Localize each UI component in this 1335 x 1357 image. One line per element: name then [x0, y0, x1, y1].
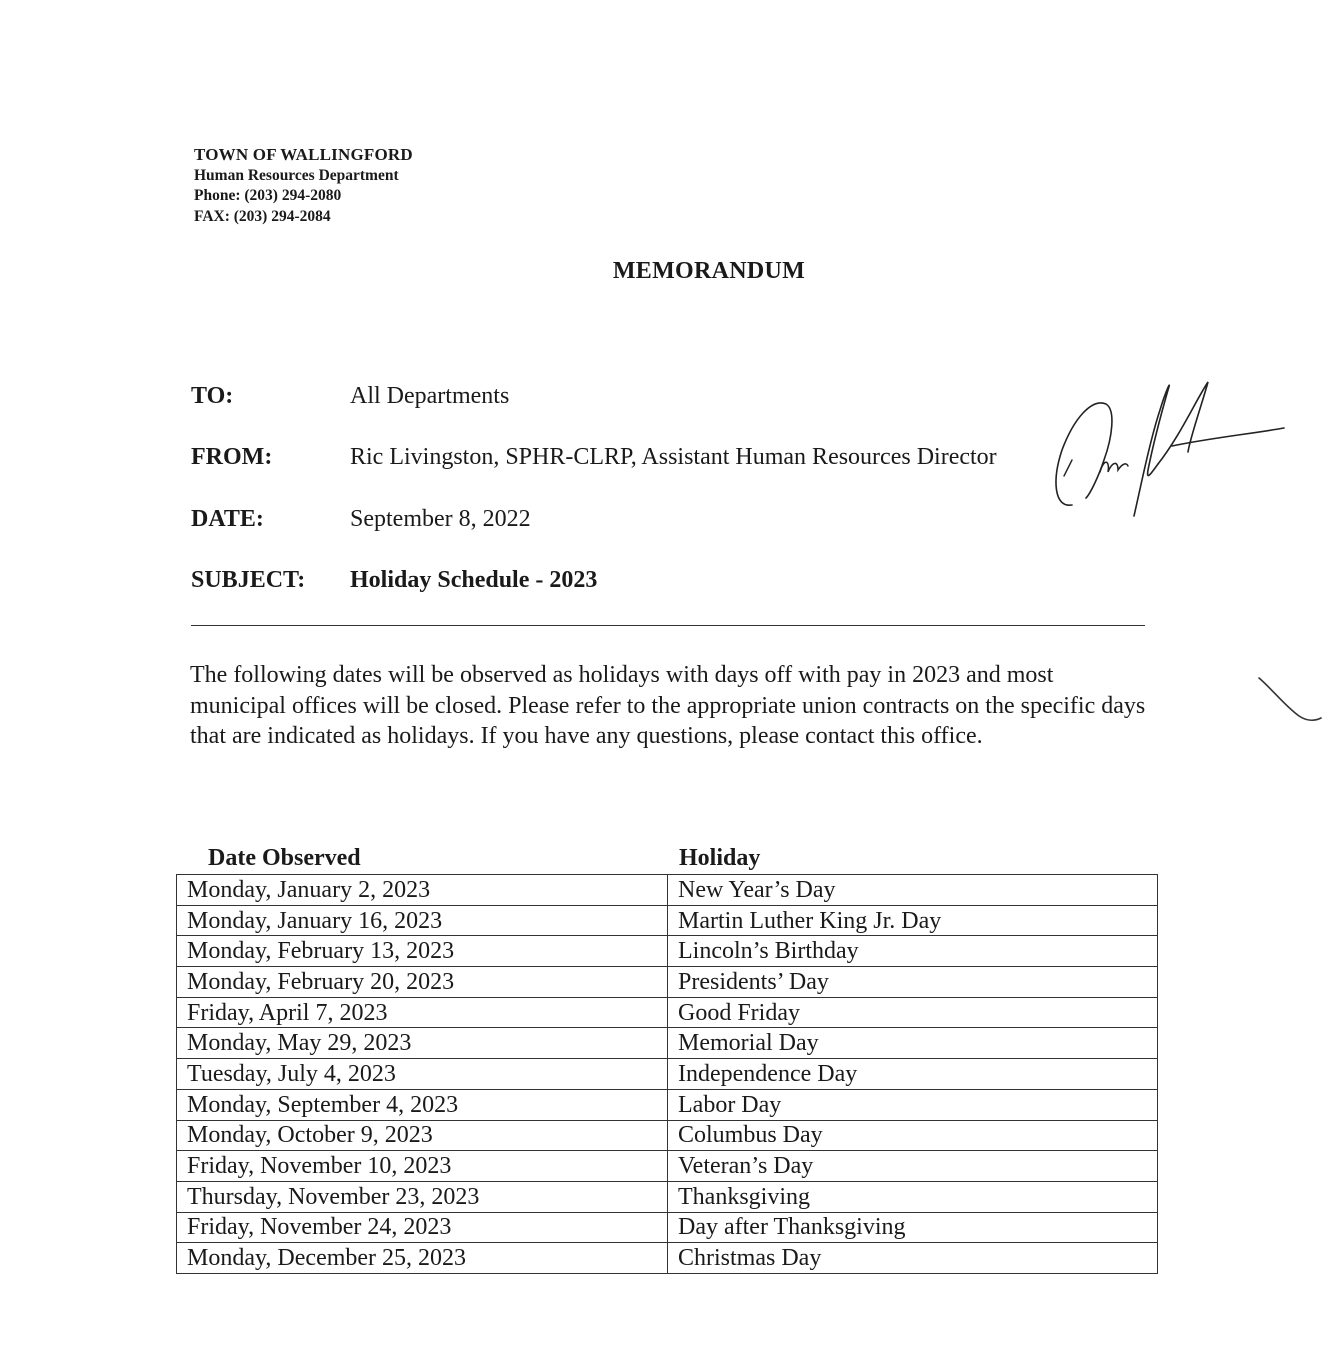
table-row — [177, 1243, 1158, 1274]
holiday-cell: Lincoln’s Birthday — [668, 936, 1158, 967]
holiday-table — [176, 874, 1158, 1274]
holiday-cell: Presidents’ Day — [668, 967, 1158, 998]
letterhead — [194, 145, 413, 227]
date-cell: Monday, October 9, 2023 — [177, 1120, 668, 1151]
table-row — [177, 997, 1158, 1028]
date-cell: Monday, December 25, 2023 — [177, 1243, 668, 1274]
table-row — [177, 1120, 1158, 1151]
to-label: TO: — [191, 383, 234, 409]
table-row — [177, 1212, 1158, 1243]
signature-mark — [1040, 360, 1330, 540]
subject-label: SUBJECT: — [191, 567, 306, 593]
date-cell: Monday, February 20, 2023 — [177, 967, 668, 998]
holiday-cell: Memorial Day — [668, 1028, 1158, 1059]
table-row — [177, 936, 1158, 967]
date-label: DATE: — [191, 506, 264, 532]
from-value: Ric Livingston, SPHR-CLRP, Assistant Human Resources Director — [350, 444, 997, 470]
date-value: September 8, 2022 — [350, 506, 531, 532]
department-name: Human Resources Department — [194, 166, 399, 184]
date-cell: Monday, January 16, 2023 — [177, 905, 668, 936]
fax-number: FAX: (203) 294-2084 — [194, 207, 331, 225]
date-cell: Friday, November 24, 2023 — [177, 1212, 668, 1243]
table-row — [177, 967, 1158, 998]
date-cell: Thursday, November 23, 2023 — [177, 1181, 668, 1212]
table-row — [177, 875, 1158, 906]
table-row — [177, 1181, 1158, 1212]
date-cell: Monday, May 29, 2023 — [177, 1028, 668, 1059]
date-cell: Monday, February 13, 2023 — [177, 936, 668, 967]
org-name: TOWN OF WALLINGFORD — [194, 145, 413, 164]
holiday-cell: Columbus Day — [668, 1120, 1158, 1151]
date-cell: Tuesday, July 4, 2023 — [177, 1059, 668, 1090]
holiday-cell: Good Friday — [668, 997, 1158, 1028]
table-row — [177, 1151, 1158, 1182]
memo-title: MEMORANDUM — [612, 258, 806, 284]
header-divider — [191, 625, 1145, 626]
holiday-cell: Christmas Day — [668, 1243, 1158, 1274]
holiday-cell: New Year’s Day — [668, 875, 1158, 906]
date-cell: Friday, November 10, 2023 — [177, 1151, 668, 1182]
column-header-holiday: Holiday — [679, 845, 761, 871]
table-row — [177, 905, 1158, 936]
holiday-cell: Labor Day — [668, 1089, 1158, 1120]
holiday-cell: Thanksgiving — [668, 1181, 1158, 1212]
subject-value: Holiday Schedule - 2023 — [350, 567, 598, 593]
stray-pen-mark — [1255, 670, 1325, 730]
table-row — [177, 1059, 1158, 1090]
date-cell: Monday, September 4, 2023 — [177, 1089, 668, 1120]
column-header-date: Date Observed — [208, 845, 361, 871]
holiday-cell: Day after Thanksgiving — [668, 1212, 1158, 1243]
intro-paragraph: The following dates will be observed as holidays with days off with pay in 2023 and most municipal offices will be closed. Please refer to the appropriate union contracts on the specific days that are indicated as holidays. If you have any questions, please contact this office. — [190, 662, 1146, 750]
holiday-cell: Veteran’s Day — [668, 1151, 1158, 1182]
holiday-cell: Martin Luther King Jr. Day — [668, 905, 1158, 936]
date-cell: Friday, April 7, 2023 — [177, 997, 668, 1028]
from-label: FROM: — [191, 444, 273, 470]
table-row — [177, 1028, 1158, 1059]
phone-number: Phone: (203) 294-2080 — [194, 187, 342, 204]
table-row — [177, 1089, 1158, 1120]
to-value: All Departments — [350, 383, 510, 409]
holiday-cell: Independence Day — [668, 1059, 1158, 1090]
date-cell: Monday, January 2, 2023 — [177, 875, 668, 906]
